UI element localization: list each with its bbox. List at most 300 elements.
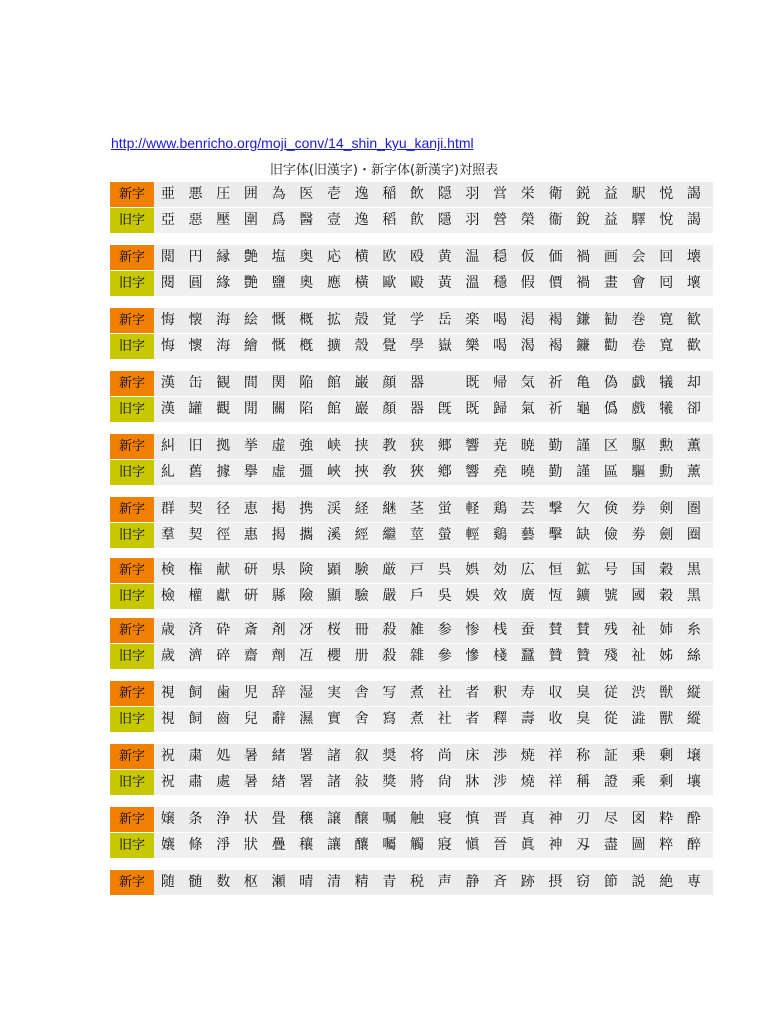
old-form-label: 旧字 [110,271,154,296]
kanji-cell: 國 [631,588,646,604]
kanji-cells [154,644,713,669]
kanji-cell: 慎 [465,811,480,827]
kanji-cell: 樂 [465,338,480,354]
kanji-cell: 喝 [493,312,508,328]
kanji-cell: 權 [188,588,203,604]
kanji-cell: 乘 [631,774,646,790]
kanji-cell: 壽 [520,711,535,727]
new-form-row [110,308,713,333]
kanji-cell: 擧 [243,464,258,480]
kanji-cell: 歯 [216,685,231,701]
kanji-cell: 觸 [410,837,425,853]
kanji-cell: 嘱 [382,811,397,827]
kanji-cells [154,833,713,858]
kanji-cell: 巻 [631,312,646,328]
kanji-cells [154,182,713,207]
kanji-cell: 缶 [188,375,203,391]
old-form-row [110,770,713,795]
new-form-label: 新字 [110,681,154,706]
kanji-cell: 漢 [160,375,175,391]
kanji-cell: 諸 [326,748,341,764]
kanji-cell: 醸 [354,811,369,827]
kanji-cell: 謁 [686,186,701,202]
kanji-cell: 残 [603,622,618,638]
kanji-cell: 寢 [437,837,452,853]
kanji-cell: 掲 [271,501,286,517]
new-form-label: 新字 [110,182,154,207]
kanji-cell: 假 [520,275,535,291]
kanji-cell: 静 [465,874,480,890]
kanji-cell: 響 [465,464,480,480]
old-form-row [110,644,713,669]
kanji-cell: 處 [216,774,231,790]
kanji-cells [154,434,713,459]
kanji-cell: 拡 [326,312,341,328]
kanji-group [110,245,713,296]
kanji-cell: 棧 [493,648,508,664]
kanji-cell: 艷 [243,275,258,291]
kanji-cell: 晋 [493,811,508,827]
kanji-cell: 圍 [243,212,258,228]
kanji-cell: 峡 [326,438,341,454]
kanji-cell: 館 [326,401,341,417]
old-form-label: 旧字 [110,707,154,732]
kanji-cell: 册 [354,648,369,664]
kanji-cell: 壌 [686,748,701,764]
kanji-cell: 澁 [631,711,646,727]
kanji-cell: 随 [160,874,175,890]
kanji-cell: 斉 [493,874,508,890]
kanji-cell: 従 [603,685,618,701]
old-form-label: 旧字 [110,584,154,609]
page-title: 旧字体(旧漢字)・新字体(新漢字)対照表 [269,163,499,178]
kanji-cell: 恵 [243,501,258,517]
kanji-cells [154,334,713,359]
kanji-cell: 冊 [354,622,369,638]
new-form-row [110,245,713,270]
kanji-cell: 暁 [520,438,535,454]
kanji-cell: 穏 [493,249,508,265]
kanji-cell: 娯 [465,562,480,578]
kanji-group [110,558,713,609]
kanji-cell: 尚 [437,748,452,764]
new-form-label: 新字 [110,558,154,583]
kanji-cells [154,707,713,732]
old-form-row [110,833,713,858]
kanji-cell: 肅 [188,774,203,790]
kanji-cell: 号 [603,562,618,578]
kanji-cell: 視 [160,711,175,727]
kanji-cell: 黄 [437,249,452,265]
kanji-cell: 尭 [493,438,508,454]
kanji-cell: 涉 [493,774,508,790]
kanji-cell: 強 [299,438,314,454]
kanji-cell: 晴 [299,874,314,890]
kanji-cell: 勤 [548,438,563,454]
new-form-row [110,497,713,522]
kanji-cell: 艶 [243,249,258,265]
kanji-cell: 楽 [465,312,480,328]
kanji-cell: 稲 [382,186,397,202]
kanji-cell: 税 [410,874,425,890]
kanji-cell: 概 [299,312,314,328]
kanji-cell: 羽 [465,186,480,202]
kanji-cell: 寫 [382,711,397,727]
kanji-cell: 櫻 [326,648,341,664]
kanji-cell: 悔 [160,312,175,328]
kanji-cell: 図 [631,811,646,827]
kanji-cell: 臭 [576,685,591,701]
kanji-cell: 祝 [160,774,175,790]
new-form-label: 新字 [110,744,154,769]
old-form-row [110,707,713,732]
kanji-cell: 盡 [603,837,618,853]
kanji-cell: 卷 [631,338,646,354]
kanji-cell: 区 [603,438,618,454]
kanji-cell: 歳 [160,622,175,638]
kanji-cell: 緒 [271,748,286,764]
kanji-cell: 既 [465,401,480,417]
kanji-cell: 挾 [354,464,369,480]
kanji-cell: 拠 [216,438,231,454]
kanji-cell: 国 [631,562,646,578]
kanji-cell: 勸 [603,338,618,354]
kanji-cell: 醫 [299,212,314,228]
kanji-cell: 實 [326,711,341,727]
kanji-comparison-table [110,182,713,895]
kanji-cell: 碎 [216,648,231,664]
kanji-cell: 姊 [659,648,674,664]
kanji-cell: 険 [299,562,314,578]
new-form-row [110,558,713,583]
kanji-cell: 會 [631,275,646,291]
kanji-cell: 却 [686,375,701,391]
kanji-cell: 収 [548,685,563,701]
kanji-cell: 広 [520,562,535,578]
kanji-cell: 檢 [160,588,175,604]
kanji-cell: 称 [576,748,591,764]
kanji-cell: 絲 [686,648,701,664]
kanji-cell: 刄 [576,837,591,853]
kanji-cell: 暑 [243,774,258,790]
kanji-cells [154,397,713,422]
new-form-label: 新字 [110,308,154,333]
kanji-cell: 飼 [188,711,203,727]
kanji-cell: 辞 [271,685,286,701]
kanji-cell: 奨 [382,748,397,764]
kanji-cell: 祈 [548,375,563,391]
kanji-cell: 粛 [188,748,203,764]
kanji-cell: 海 [216,338,231,354]
kanji-cell: 鷄 [493,527,508,543]
kanji-cell: 卻 [686,401,701,417]
kanji-cell: 海 [216,312,231,328]
kanji-cell: 慘 [465,648,480,664]
kanji-cell: 剩 [659,774,674,790]
kanji-cell: 兒 [243,711,258,727]
kanji-cell: 絶 [659,874,674,890]
kanji-cells [154,245,713,270]
kanji-cell: 画 [603,249,618,265]
kanji-cell: 縱 [686,711,701,727]
source-url-link[interactable]: http://www.benricho.org/moji_conv/14_shin_kyu_kanji.html [111,135,474,151]
kanji-cell: 奧 [299,275,314,291]
kanji-cell: 黑 [686,588,701,604]
kanji-cell: 戲 [631,401,646,417]
kanji-cell: 劑 [271,648,286,664]
kanji-cell: 渇 [520,312,535,328]
kanji-cell: 釈 [493,685,508,701]
kanji-cell: 衛 [548,186,563,202]
kanji-group [110,807,713,858]
kanji-cell: 叙 [354,748,369,764]
kanji-cell: 臭 [576,711,591,727]
kanji-cell: 謹 [576,464,591,480]
kanji-cell: 冴 [299,622,314,638]
kanji-cell: 歲 [160,648,175,664]
kanji-cell: 壊 [686,249,701,265]
kanji-cell: 状 [243,811,258,827]
kanji-cell: 硏 [243,588,258,604]
kanji-cell: 冱 [299,648,314,664]
kanji-cell: 齋 [243,648,258,664]
kanji-cell: 児 [243,685,258,701]
kanji-cells [154,681,713,706]
kanji-cell: 橫 [354,275,369,291]
kanji-cell: 學 [410,338,425,354]
kanji-cell: 閱 [160,275,175,291]
kanji-cell: 署 [299,748,314,764]
kanji-cell: 區 [603,464,618,480]
kanji-cell: 渓 [326,501,341,517]
kanji-cell: 栄 [520,186,535,202]
kanji-cell: 済 [188,622,203,638]
kanji-cell: 惡 [188,212,203,228]
kanji-cell: 神 [548,837,563,853]
kanji-group [110,308,713,359]
kanji-cell: 寛 [659,312,674,328]
kanji-cell: 壓 [216,212,231,228]
kanji-cell: 恒 [548,562,563,578]
kanji-cell: 響 [465,438,480,454]
kanji-cell: 圓 [188,275,203,291]
kanji-cells [154,308,713,333]
kanji-cell: 継 [382,501,397,517]
kanji-cell: 祝 [160,748,175,764]
kanji-cell: 関 [271,375,286,391]
kanji-cell: 剣 [659,501,674,517]
kanji-cell: 粹 [659,837,674,853]
kanji-cell: 疊 [271,837,286,853]
kanji-cell: 器 [410,375,425,391]
kanji-cell: 慨 [271,312,286,328]
new-form-label: 新字 [110,870,154,895]
kanji-cell: 数 [216,874,231,890]
kanji-cell: 祉 [631,648,646,664]
kanji-cell: 鄕 [437,464,452,480]
new-form-row [110,744,713,769]
kanji-cell: 茎 [410,501,425,517]
kanji-cell: 囘 [659,275,674,291]
kanji-cell: 節 [603,874,618,890]
kanji-cell: 悅 [659,212,674,228]
kanji-cell: 渴 [520,338,535,354]
kanji-cell: 壤 [686,774,701,790]
kanji-cell: 郷 [437,438,452,454]
kanji-cell: 閲 [160,249,175,265]
kanji-cell: 塩 [271,249,286,265]
kanji-cell: 惠 [243,527,258,543]
kanji-cell: 撃 [548,501,563,517]
kanji-cell: 戯 [631,375,646,391]
kanji-cell: 条 [188,811,203,827]
kanji-cell: 濟 [188,648,203,664]
new-form-label: 新字 [110,434,154,459]
kanji-group [110,434,713,485]
kanji-cell: 曉 [520,464,535,480]
kanji-cell: 效 [493,588,508,604]
kanji-group [110,497,713,548]
kanji-cell: 稻 [382,212,397,228]
kanji-cell: 齒 [216,711,231,727]
old-form-label: 旧字 [110,397,154,422]
old-form-row [110,208,713,233]
kanji-cell: 旣 [437,401,452,417]
kanji-cell: 黃 [437,275,452,291]
kanji-cell: 銳 [576,212,591,228]
kanji-cell: 権 [188,562,203,578]
kanji-cell: 峽 [326,464,341,480]
kanji-cell: 暑 [243,748,258,764]
kanji-cells [154,271,713,296]
kanji-cell: 經 [354,527,369,543]
kanji-cell: 渉 [493,748,508,764]
kanji-cell: 亜 [160,186,175,202]
kanji-group [110,870,713,895]
kanji-cell: 漢 [160,401,175,417]
kanji-cell: 視 [160,685,175,701]
kanji-cell: 挟 [354,438,369,454]
old-form-row [110,523,713,548]
kanji-cell: 厳 [382,562,397,578]
kanji-cell: 謹 [576,438,591,454]
kanji-cell: 獣 [659,685,674,701]
kanji-cell: 青 [382,874,397,890]
kanji-cell: 壞 [686,275,701,291]
kanji-cell: 藝 [520,527,535,543]
kanji-cell: 径 [216,501,231,517]
kanji-cell: 渋 [631,685,646,701]
kanji-cell: 謁 [686,212,701,228]
kanji-cell: 懷 [188,338,203,354]
kanji-cell: 悔 [160,338,175,354]
kanji-cell: 狹 [410,464,425,480]
kanji-cell: 勲 [659,438,674,454]
kanji-cell: 驅 [631,464,646,480]
kanji-cell: 殘 [603,648,618,664]
old-form-label: 旧字 [110,644,154,669]
kanji-cell: 淨 [216,837,231,853]
kanji-cell: 写 [382,685,397,701]
kanji-cell: 観 [216,375,231,391]
new-form-label: 新字 [110,497,154,522]
kanji-cell: 號 [603,588,618,604]
kanji-cell: 教 [382,438,397,454]
kanji-cell: 処 [216,748,231,764]
kanji-cell: 溫 [465,275,480,291]
kanji-cell: 縁 [216,249,231,265]
kanji-cell: 繪 [243,338,258,354]
kanji-cell [431,371,459,396]
kanji-group [110,744,713,795]
old-form-label: 旧字 [110,833,154,858]
new-form-label: 新字 [110,371,154,396]
kanji-cell: 毆 [410,275,425,291]
kanji-cell: 窃 [576,874,591,890]
kanji-cells [154,460,713,485]
kanji-cells [154,807,713,832]
kanji-cell: 砕 [216,622,231,638]
kanji-cell: 旧 [188,438,203,454]
kanji-cell: 擊 [548,527,563,543]
kanji-cell: 戶 [410,588,425,604]
kanji-cell: 廣 [520,588,535,604]
kanji-cell: 亞 [160,212,175,228]
kanji-cell: 穩 [493,275,508,291]
kanji-cell: 間 [243,375,258,391]
kanji-cell: 殺 [382,648,397,664]
kanji-cell: 斎 [243,622,258,638]
kanji-cell: 將 [410,774,425,790]
kanji-cell: 将 [410,748,425,764]
kanji-cell: 瀬 [271,874,286,890]
kanji-cell: 衞 [548,212,563,228]
kanji-cell: 據 [216,464,231,480]
kanji-cell: 褐 [548,312,563,328]
kanji-cell: 釀 [354,837,369,853]
kanji-cell: 隠 [437,186,452,202]
kanji-cell: 險 [299,588,314,604]
kanji-cell: 証 [603,748,618,764]
kanji-cell: 舍 [354,711,369,727]
kanji-cell: 驗 [354,588,369,604]
kanji-cell: 経 [354,501,369,517]
kanji-cell: 跡 [520,874,535,890]
kanji-cell: 亀 [576,375,591,391]
kanji-cell: 孃 [160,837,175,853]
kanji-cell: 縦 [686,685,701,701]
new-form-label: 新字 [110,618,154,643]
kanji-cell: 蛍 [437,501,452,517]
kanji-cell: 穣 [299,811,314,827]
old-form-label: 旧字 [110,770,154,795]
kanji-cell: 顏 [382,401,397,417]
kanji-cell: 龜 [576,401,591,417]
kanji-cell: 回 [659,249,674,265]
kanji-cell: 喝 [493,338,508,354]
kanji-cell: 牀 [465,774,480,790]
kanji-cell: 煮 [410,685,425,701]
kanji-cell: 娛 [465,588,480,604]
kanji-cells [154,618,713,643]
kanji-cell: 敍 [354,774,369,790]
kanji-cell: 仮 [520,249,535,265]
old-form-label: 旧字 [110,460,154,485]
kanji-cell: 虛 [271,464,286,480]
kanji-cell: 惨 [465,622,480,638]
kanji-cell: 犧 [659,401,674,417]
kanji-cell: 黒 [686,562,701,578]
